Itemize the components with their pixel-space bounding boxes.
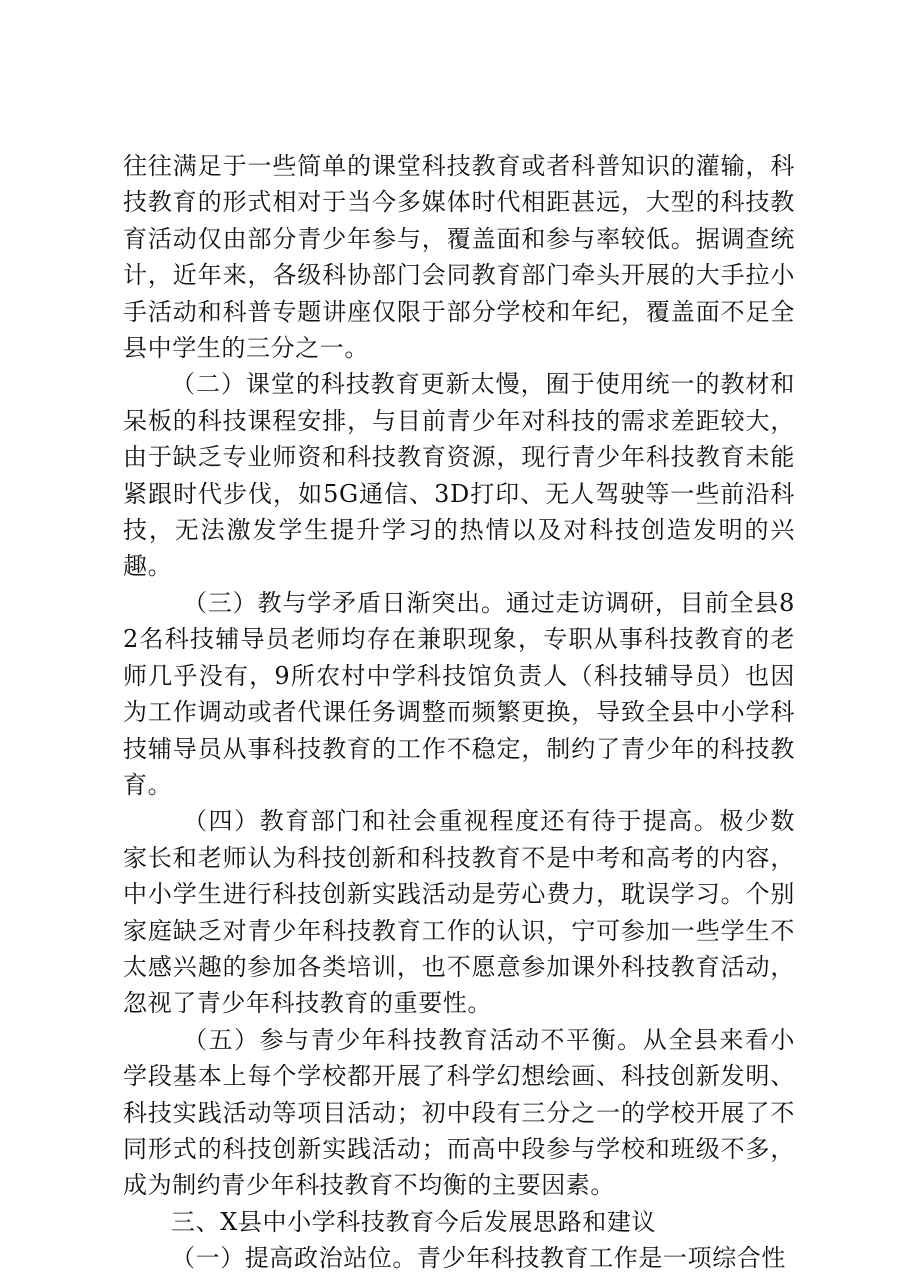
paragraph-continuation: 往往满足于一些简单的课堂科技教育或者科普知识的灌输，科技教育的形式相对于当今多媒体时代相距甚远，大型的科技教育活动仅由部分青少年参与，覆盖面和参与率较低。据调查统计，近年来，各级科协部门会同教育部门牵头开展的大手拉小手活动和科普专题讲座仅限于部分学校和年纪，覆盖面不足全县中学生的三分之一。 — [123, 152, 795, 363]
paragraph-item-4: （四）教育部门和社会重视程度还有待于提高。极少数家长和老师认为科技创新和科技教育不是中考和高考的内容，中小学生进行科技创新实践活动是劳心费力，耽误学习。个别家庭缺乏对青少年科技教育工作的认识，宁可参加一些学生不太感兴趣的参加各类培训，也不愿意参加课外科技教育活动，忽视了青少年科技教育的重要性。 — [123, 807, 795, 1018]
paragraph-item-2: （二）课堂的科技教育更新太慢，囿于使用统一的教材和呆板的科技课程安排，与目前青少年对科技的需求差距较大，由于缺乏专业师资和科技教育资源，现行青少年科技教育未能紧跟时代步伐，如5G通信、3D打印、无人驾驶等一些前沿科技，无法激发学生提升学习的热情以及对科技创造发明的兴趣。 — [123, 370, 795, 581]
paragraph-item-5: （五）参与青少年科技教育活动不平衡。从全县来看小学段基本上每个学校都开展了科学幻想绘画、科技创新发明、科技实践活动等项目活动；初中段有三分之一的学校开展了不同形式的科技创新实践活动；而高中段参与学校和班级不多，成为制约青少年科技教育不均衡的主要因素。 — [123, 1025, 795, 1200]
paragraph-suggestion-1: （一）提高政治站位。青少年科技教育工作是一项综合性 — [171, 1244, 786, 1273]
section-heading-3: 三、X县中小学科技教育今后发展思路和建议 — [171, 1207, 657, 1236]
paragraph-item-3: （三）教与学矛盾日渐突出。通过走访调研，目前全县82名科技辅导员老师均存在兼职现象，专职从事科技教育的老师几乎没有，9所农村中学科技馆负责人（科技辅导员）也因为工作调动或者代课任务调整而频繁更换，导致全县中小学科技辅导员从事科技教育的工作不稳定，制约了青少年的科技教育。 — [123, 588, 795, 799]
document-page — [123, 148, 795, 1277]
